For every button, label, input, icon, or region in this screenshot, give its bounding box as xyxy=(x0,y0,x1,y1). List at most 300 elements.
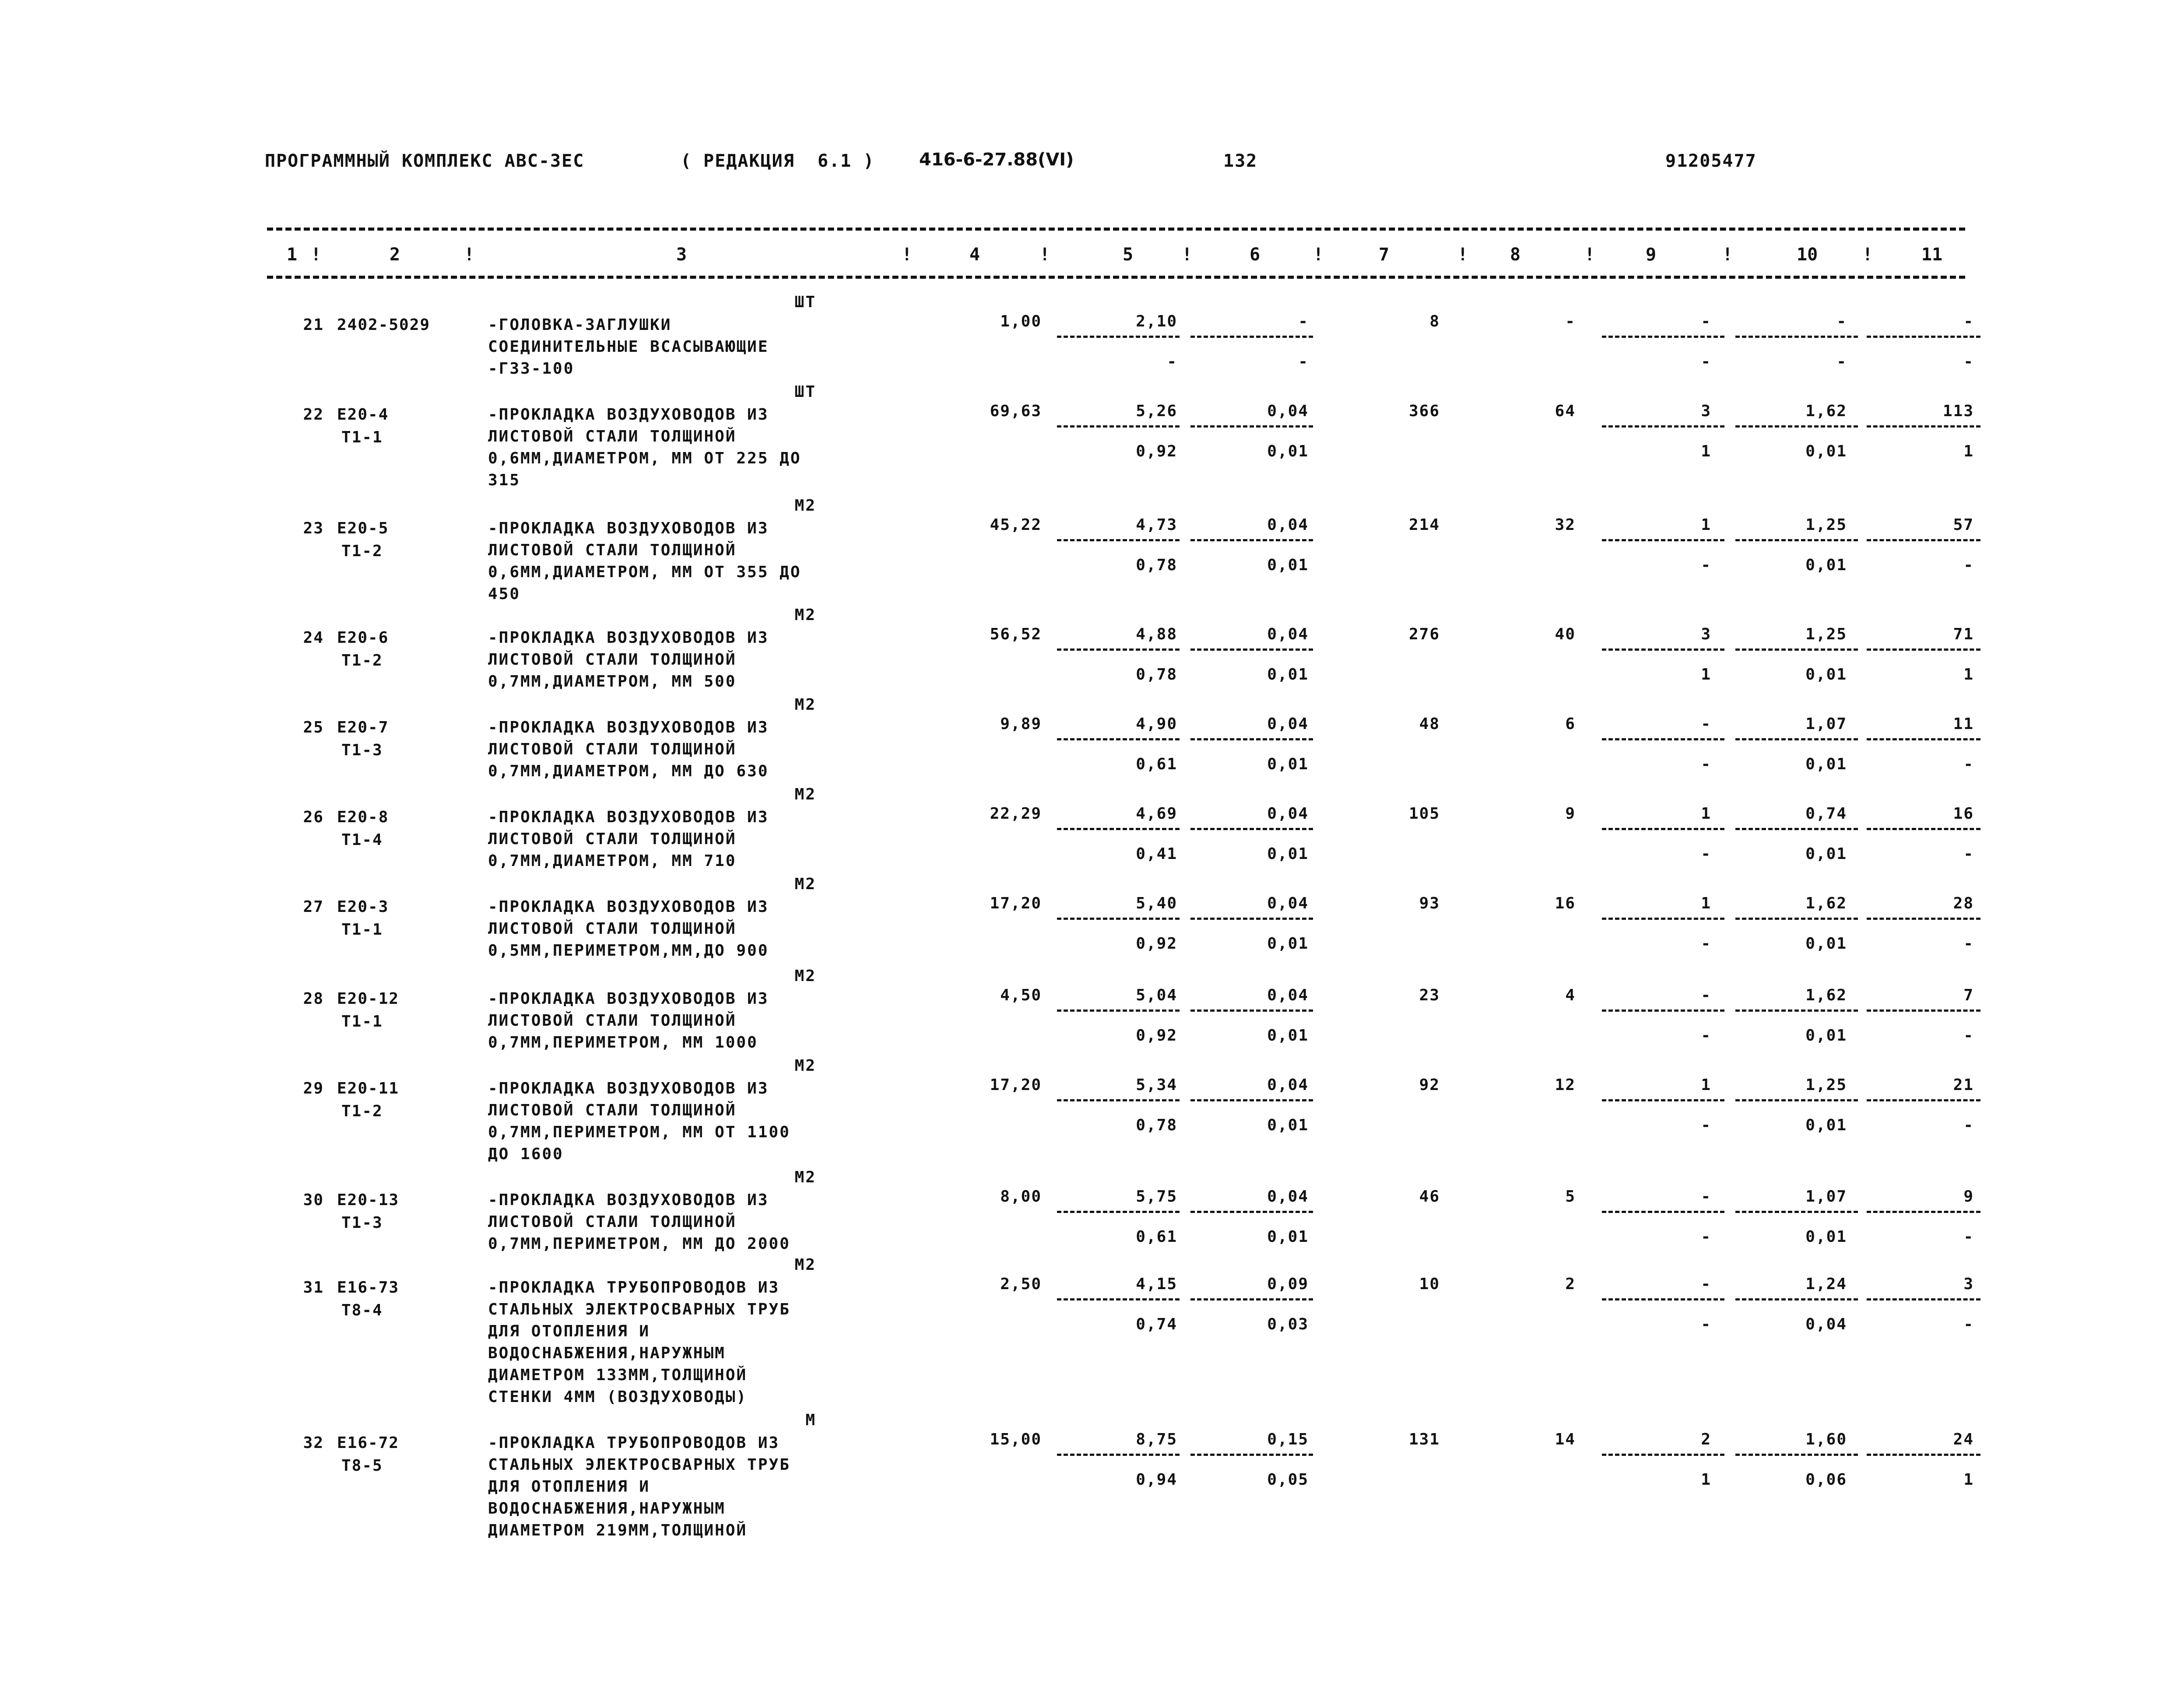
col10-bottom: 0,06 xyxy=(1805,1471,1847,1489)
col4-value: 56,52 xyxy=(990,625,1042,643)
col5-bottom: 0,61 xyxy=(1136,1228,1177,1246)
col9-top: 3 xyxy=(1701,402,1711,420)
description-line: ДИАМЕТРОМ 219ММ,ТОЛЩИНОЙ xyxy=(488,1521,748,1539)
code: Е20-8 xyxy=(337,808,389,826)
code-sub: Т8-5 xyxy=(341,1457,383,1475)
description-line: 0,7ММ,ПЕРИМЕТРОМ, ММ 1000 xyxy=(488,1034,758,1052)
col5-top: 4,69 xyxy=(1136,805,1177,823)
col5-bottom: 0,92 xyxy=(1136,935,1177,953)
col5-bottom: 0,92 xyxy=(1136,442,1177,460)
col5-top: 5,04 xyxy=(1136,986,1177,1004)
col11-bottom: - xyxy=(1963,353,1974,371)
col6-top: 0,04 xyxy=(1267,1076,1309,1094)
col9-top: 1 xyxy=(1701,805,1711,823)
column-header-6: 6 xyxy=(1250,245,1261,265)
description-line: -ПРОКЛАДКА ТРУБОПРОВОДОВ ИЗ xyxy=(488,1279,780,1297)
col9-fraction-line xyxy=(1602,1009,1724,1012)
col11-fraction-line xyxy=(1867,539,1980,541)
col11-bottom: - xyxy=(1963,845,1974,863)
project-code: 416-6-27.88(VI) xyxy=(919,150,1074,170)
col7-value: 10 xyxy=(1419,1275,1440,1293)
col10-top: - xyxy=(1836,312,1847,330)
col9-fraction-line xyxy=(1602,1298,1724,1300)
col11-fraction-line xyxy=(1867,336,1980,338)
col11-bottom: - xyxy=(1963,1027,1974,1045)
col11-top: 7 xyxy=(1963,986,1974,1004)
column-header-3: 3 xyxy=(676,245,687,265)
col7-value: 92 xyxy=(1419,1076,1440,1094)
col4-value: 45,22 xyxy=(990,516,1042,534)
col11-fraction-line xyxy=(1867,1454,1980,1456)
description-line: ЛИСТОВОЙ СТАЛИ ТОЛЩИНОЙ xyxy=(488,651,737,669)
description-line: 450 xyxy=(488,585,521,603)
row-number: 22 xyxy=(303,406,324,424)
description-line: ЛИСТОВОЙ СТАЛИ ТОЛЩИНОЙ xyxy=(488,1101,737,1119)
col7-value: 23 xyxy=(1419,986,1440,1004)
description-line: -ПРОКЛАДКА ВОЗДУХОВОДОВ ИЗ xyxy=(488,719,769,736)
col6-bottom: 0,03 xyxy=(1267,1315,1309,1333)
col4-value: 15,00 xyxy=(990,1430,1042,1448)
col5-top: 8,75 xyxy=(1136,1430,1177,1448)
col4-value: 17,20 xyxy=(990,1076,1042,1094)
col9-top: - xyxy=(1701,1188,1711,1206)
col6-top: 0,09 xyxy=(1267,1275,1309,1293)
col6-fraction-line xyxy=(1190,1211,1313,1213)
col10-bottom: 0,04 xyxy=(1805,1315,1847,1333)
col9-fraction-line xyxy=(1602,336,1724,338)
unit-label: М2 xyxy=(794,497,816,515)
code: 2402-5029 xyxy=(337,316,431,334)
col5-fraction-line xyxy=(1057,1099,1180,1101)
col5-bottom: 0,78 xyxy=(1136,556,1177,574)
col10-top: 1,62 xyxy=(1805,894,1847,912)
description-line: ВОДОСНАБЖЕНИЯ,НАРУЖНЫМ xyxy=(488,1500,726,1518)
col10-top: 1,62 xyxy=(1805,986,1847,1004)
col6-bottom: 0,01 xyxy=(1267,666,1309,684)
description-line: ЛИСТОВОЙ СТАЛИ ТОЛЩИНОЙ xyxy=(488,1213,737,1231)
col5-top: 4,15 xyxy=(1136,1275,1177,1293)
description-line: -ПРОКЛАДКА ВОЗДУХОВОДОВ ИЗ xyxy=(488,990,769,1008)
column-separator: ! xyxy=(1457,245,1468,265)
col9-bottom: - xyxy=(1701,935,1711,953)
unit-label: М xyxy=(805,1411,816,1429)
row-number: 25 xyxy=(303,719,324,736)
col6-fraction-line xyxy=(1190,1009,1313,1012)
code: Е16-72 xyxy=(337,1434,400,1452)
column-header-7: 7 xyxy=(1379,245,1390,265)
unit-label: М2 xyxy=(794,1168,816,1186)
col6-fraction-line xyxy=(1190,425,1313,428)
description-line: ДИАМЕТРОМ 133ММ,ТОЛЩИНОЙ xyxy=(488,1366,748,1384)
col6-fraction-line xyxy=(1190,1099,1313,1101)
column-header-10: 10 xyxy=(1797,245,1818,265)
row-number: 24 xyxy=(303,629,324,647)
col5-fraction-line xyxy=(1057,828,1180,830)
col6-top: 0,04 xyxy=(1267,1188,1309,1206)
description-line: 0,6ММ,ДИАМЕТРОМ, ММ ОТ 355 ДО xyxy=(488,563,801,581)
col11-bottom: - xyxy=(1963,1315,1974,1333)
column-header-4: 4 xyxy=(969,245,980,265)
col8-value: 16 xyxy=(1555,894,1576,912)
col9-bottom: 1 xyxy=(1701,1471,1711,1489)
description-line: -ПРОКЛАДКА ВОЗДУХОВОДОВ ИЗ xyxy=(488,1080,769,1097)
col11-fraction-line xyxy=(1867,648,1980,651)
col4-value: 4,50 xyxy=(1000,986,1042,1004)
col6-bottom: 0,05 xyxy=(1267,1471,1309,1489)
col9-top: 1 xyxy=(1701,894,1711,912)
col5-bottom: 0,78 xyxy=(1136,666,1177,684)
col6-top: 0,04 xyxy=(1267,894,1309,912)
description-line: 0,7ММ,ДИАМЕТРОМ, ММ 710 xyxy=(488,852,737,870)
col4-value: 17,20 xyxy=(990,894,1042,912)
col6-bottom: 0,01 xyxy=(1267,1228,1309,1246)
col5-top: 2,10 xyxy=(1136,312,1177,330)
description-line: СТАЛЬНЫХ ЭЛЕКТРОСВАРНЫХ ТРУБ xyxy=(488,1456,790,1474)
col9-fraction-line xyxy=(1602,1099,1724,1101)
col10-top: 1,07 xyxy=(1805,1188,1847,1206)
description-line: -ПРОКЛАДКА ВОЗДУХОВОДОВ ИЗ xyxy=(488,629,769,647)
col10-fraction-line xyxy=(1735,1211,1858,1213)
document-code: 91205477 xyxy=(1665,151,1757,171)
description-line: -ПРОКЛАДКА ВОЗДУХОВОДОВ ИЗ xyxy=(488,519,769,537)
col5-fraction-line xyxy=(1057,1298,1180,1300)
col9-bottom: - xyxy=(1701,556,1711,574)
col10-fraction-line xyxy=(1735,648,1858,651)
col10-fraction-line xyxy=(1735,828,1858,830)
col11-top: - xyxy=(1963,312,1974,330)
description-line: ЛИСТОВОЙ СТАЛИ ТОЛЩИНОЙ xyxy=(488,541,737,559)
col9-fraction-line xyxy=(1602,738,1724,740)
col4-value: 22,29 xyxy=(990,805,1042,823)
description-line: ДО 1600 xyxy=(488,1145,564,1163)
column-header-1: 1 xyxy=(287,245,298,265)
col11-top: 16 xyxy=(1953,805,1974,823)
col9-fraction-line xyxy=(1602,828,1724,830)
code: Е20-7 xyxy=(337,719,389,736)
unit-label: М2 xyxy=(794,606,816,624)
col6-top: 0,04 xyxy=(1267,805,1309,823)
col4-value: 8,00 xyxy=(1000,1188,1042,1206)
code-sub: Т1-2 xyxy=(341,652,383,669)
col11-top: 21 xyxy=(1953,1076,1974,1094)
description-line: -Г33-100 xyxy=(488,360,575,378)
row-number: 26 xyxy=(303,808,324,826)
unit-label: ШТ xyxy=(794,293,816,311)
col10-bottom: 0,01 xyxy=(1805,556,1847,574)
col10-top: 1,62 xyxy=(1805,402,1847,420)
col5-fraction-line xyxy=(1057,738,1180,740)
code-sub: Т1-2 xyxy=(341,1102,383,1120)
column-header-8: 8 xyxy=(1510,245,1521,265)
col8-value: 64 xyxy=(1555,402,1576,420)
col5-top: 4,90 xyxy=(1136,715,1177,733)
col9-top: 2 xyxy=(1701,1430,1711,1448)
col11-fraction-line xyxy=(1867,738,1980,740)
description-line: 0,5ММ,ПЕРИМЕТРОМ,ММ,ДО 900 xyxy=(488,942,769,960)
col11-bottom: - xyxy=(1963,1116,1974,1134)
col11-top: 24 xyxy=(1953,1430,1974,1448)
col9-fraction-line xyxy=(1602,1454,1724,1456)
column-separator: ! xyxy=(464,245,475,265)
column-separator: ! xyxy=(311,245,322,265)
col9-bottom: - xyxy=(1701,755,1711,773)
header-bottom-rule xyxy=(267,276,1965,279)
col5-top: 5,40 xyxy=(1136,894,1177,912)
col9-fraction-line xyxy=(1602,539,1724,541)
column-separator: ! xyxy=(1313,245,1324,265)
col9-top: - xyxy=(1701,312,1711,330)
col11-bottom: - xyxy=(1963,755,1974,773)
description-line: ЛИСТОВОЙ СТАЛИ ТОЛЩИНОЙ xyxy=(488,740,737,758)
col8-value: 4 xyxy=(1565,986,1576,1004)
col11-bottom: 1 xyxy=(1963,442,1974,460)
col7-value: 276 xyxy=(1408,625,1440,643)
code-sub: Т8-4 xyxy=(341,1301,383,1319)
col11-top: 3 xyxy=(1963,1275,1974,1293)
code-sub: Т1-3 xyxy=(341,1214,383,1232)
col10-fraction-line xyxy=(1735,1009,1858,1012)
description-line: ЛИСТОВОЙ СТАЛИ ТОЛЩИНОЙ xyxy=(488,830,737,848)
column-header-11: 11 xyxy=(1921,245,1943,265)
col5-bottom: - xyxy=(1167,353,1177,371)
col5-top: 4,88 xyxy=(1136,625,1177,643)
description-line: ЛИСТОВОЙ СТАЛИ ТОЛЩИНОЙ xyxy=(488,920,737,938)
col5-bottom: 0,78 xyxy=(1136,1116,1177,1134)
col7-value: 214 xyxy=(1408,516,1440,534)
col5-fraction-line xyxy=(1057,1454,1180,1456)
col11-bottom: - xyxy=(1963,556,1974,574)
description-line: ДЛЯ ОТОПЛЕНИЯ И xyxy=(488,1322,650,1340)
col5-top: 4,73 xyxy=(1136,516,1177,534)
col6-bottom: 0,01 xyxy=(1267,1027,1309,1045)
column-header-9: 9 xyxy=(1646,245,1657,265)
col5-fraction-line xyxy=(1057,1211,1180,1213)
col6-bottom: 0,01 xyxy=(1267,1116,1309,1134)
code: Е20-11 xyxy=(337,1080,400,1097)
code: Е20-4 xyxy=(337,406,389,424)
description-line: СТЕНКИ 4ММ (ВОЗДУХОВОДЫ) xyxy=(488,1388,748,1406)
unit-label: М2 xyxy=(794,785,816,803)
col9-bottom: 1 xyxy=(1701,442,1711,460)
col10-top: 1,07 xyxy=(1805,715,1847,733)
col10-top: 0,74 xyxy=(1805,805,1847,823)
code: Е20-6 xyxy=(337,629,389,647)
description-line: ЛИСТОВОЙ СТАЛИ ТОЛЩИНОЙ xyxy=(488,428,737,445)
col6-top: 0,04 xyxy=(1267,986,1309,1004)
col6-bottom: 0,01 xyxy=(1267,755,1309,773)
col6-top: 0,04 xyxy=(1267,625,1309,643)
code: Е20-3 xyxy=(337,898,389,916)
code: Е20-5 xyxy=(337,519,389,537)
col11-fraction-line xyxy=(1867,1099,1980,1101)
col11-top: 9 xyxy=(1963,1188,1974,1206)
col11-bottom: 1 xyxy=(1963,1471,1974,1489)
col9-top: 1 xyxy=(1701,1076,1711,1094)
page-number: 132 xyxy=(1223,151,1258,171)
col11-top: 57 xyxy=(1953,516,1974,534)
col11-top: 11 xyxy=(1953,715,1974,733)
col9-bottom: - xyxy=(1701,1116,1711,1134)
column-separator: ! xyxy=(1039,245,1050,265)
code: Е16-73 xyxy=(337,1279,400,1297)
unit-label: М2 xyxy=(794,875,816,893)
col7-value: 8 xyxy=(1429,312,1440,330)
col4-value: 69,63 xyxy=(990,402,1042,420)
row-number: 32 xyxy=(303,1434,324,1452)
col7-value: 93 xyxy=(1419,894,1440,912)
unit-label: М2 xyxy=(794,967,816,985)
row-number: 23 xyxy=(303,519,324,537)
col10-bottom: 0,01 xyxy=(1805,1116,1847,1134)
col6-bottom: 0,01 xyxy=(1267,935,1309,953)
col8-value: - xyxy=(1565,312,1576,330)
col6-fraction-line xyxy=(1190,648,1313,651)
col5-bottom: 0,92 xyxy=(1136,1027,1177,1045)
col7-value: 46 xyxy=(1419,1188,1440,1206)
col6-top: 0,04 xyxy=(1267,715,1309,733)
col10-bottom: 0,01 xyxy=(1805,1228,1847,1246)
col6-bottom: 0,01 xyxy=(1267,845,1309,863)
column-header-5: 5 xyxy=(1123,245,1134,265)
code-sub: Т1-1 xyxy=(341,921,383,939)
col7-value: 131 xyxy=(1408,1430,1440,1448)
col8-value: 9 xyxy=(1565,805,1576,823)
column-separator: ! xyxy=(1584,245,1595,265)
col10-top: 1,60 xyxy=(1805,1430,1847,1448)
col8-value: 40 xyxy=(1555,625,1576,643)
description-line: 0,7ММ,ДИАМЕТРОМ, ММ ДО 630 xyxy=(488,762,769,780)
col10-top: 1,24 xyxy=(1805,1275,1847,1293)
col5-fraction-line xyxy=(1057,918,1180,920)
col5-bottom: 0,61 xyxy=(1136,755,1177,773)
col6-fraction-line xyxy=(1190,828,1313,830)
description-line: -ПРОКЛАДКА ВОЗДУХОВОДОВ ИЗ xyxy=(488,1191,769,1209)
description-line: 0,6ММ,ДИАМЕТРОМ, ММ ОТ 225 ДО xyxy=(488,449,801,467)
code-sub: Т1-1 xyxy=(341,1013,383,1031)
col11-fraction-line xyxy=(1867,918,1980,920)
col9-bottom: - xyxy=(1701,1027,1711,1045)
unit-label: ШТ xyxy=(794,383,816,401)
row-number: 30 xyxy=(303,1191,324,1209)
col6-fraction-line xyxy=(1190,738,1313,740)
col9-bottom: 1 xyxy=(1701,666,1711,684)
col10-bottom: 0,01 xyxy=(1805,845,1847,863)
col5-fraction-line xyxy=(1057,1009,1180,1012)
code: Е20-13 xyxy=(337,1191,400,1209)
col11-bottom: - xyxy=(1963,935,1974,953)
col6-bottom: 0,01 xyxy=(1267,556,1309,574)
col6-fraction-line xyxy=(1190,336,1313,338)
column-separator: ! xyxy=(902,245,913,265)
col10-bottom: 0,01 xyxy=(1805,755,1847,773)
col10-top: 1,25 xyxy=(1805,516,1847,534)
col10-fraction-line xyxy=(1735,1099,1858,1101)
row-number: 31 xyxy=(303,1279,324,1297)
col11-fraction-line xyxy=(1867,1298,1980,1300)
col7-value: 366 xyxy=(1408,402,1440,420)
col9-top: - xyxy=(1701,986,1711,1004)
col9-bottom: - xyxy=(1701,1315,1711,1333)
col10-bottom: 0,01 xyxy=(1805,666,1847,684)
col10-fraction-line xyxy=(1735,918,1858,920)
col11-top: 113 xyxy=(1942,402,1974,420)
description-line: -ГОЛОВКА-ЗАГЛУШКИ xyxy=(488,316,672,334)
column-separator: ! xyxy=(1862,245,1873,265)
col11-top: 28 xyxy=(1953,894,1974,912)
col9-top: - xyxy=(1701,715,1711,733)
col8-value: 32 xyxy=(1555,516,1576,534)
col11-bottom: - xyxy=(1963,1228,1974,1246)
col9-bottom: - xyxy=(1701,1228,1711,1246)
col5-bottom: 0,74 xyxy=(1136,1315,1177,1333)
col6-fraction-line xyxy=(1190,1298,1313,1300)
col6-bottom: 0,01 xyxy=(1267,442,1309,460)
col10-bottom: - xyxy=(1836,353,1847,371)
col8-value: 6 xyxy=(1565,715,1576,733)
col6-top: 0,15 xyxy=(1267,1430,1309,1448)
col6-fraction-line xyxy=(1190,539,1313,541)
column-separator: ! xyxy=(1722,245,1733,265)
col11-bottom: 1 xyxy=(1963,666,1974,684)
code-sub: Т1-3 xyxy=(341,741,383,759)
col6-bottom: - xyxy=(1298,353,1309,371)
code: Е20-12 xyxy=(337,990,400,1008)
row-number: 27 xyxy=(303,898,324,916)
col7-value: 105 xyxy=(1408,805,1440,823)
col5-bottom: 0,94 xyxy=(1136,1471,1177,1489)
description-line: 0,7ММ,ПЕРИМЕТРОМ, ММ ДО 2000 xyxy=(488,1235,790,1253)
col6-top: 0,04 xyxy=(1267,402,1309,420)
col10-top: 1,25 xyxy=(1805,625,1847,643)
col11-fraction-line xyxy=(1867,1211,1980,1213)
col4-value: 9,89 xyxy=(1000,715,1042,733)
description-line: СОЕДИНИТЕЛЬНЫЕ ВСАСЫВАЮЩИЕ xyxy=(488,338,769,356)
row-number: 28 xyxy=(303,990,324,1008)
col9-fraction-line xyxy=(1602,1211,1724,1213)
description-line: 315 xyxy=(488,471,521,489)
col5-fraction-line xyxy=(1057,539,1180,541)
col10-fraction-line xyxy=(1735,425,1858,428)
col6-top: 0,04 xyxy=(1267,516,1309,534)
description-line: СТАЛЬНЫХ ЭЛЕКТРОСВАРНЫХ ТРУБ xyxy=(488,1300,790,1318)
col10-fraction-line xyxy=(1735,1454,1858,1456)
description-line: -ПРОКЛАДКА ВОЗДУХОВОДОВ ИЗ xyxy=(488,406,769,424)
description-line: ЛИСТОВОЙ СТАЛИ ТОЛЩИНОЙ xyxy=(488,1012,737,1030)
col5-top: 5,26 xyxy=(1136,402,1177,420)
col8-value: 14 xyxy=(1555,1430,1576,1448)
description-line: -ПРОКЛАДКА ВОЗДУХОВОДОВ ИЗ xyxy=(488,808,769,826)
col10-top: 1,25 xyxy=(1805,1076,1847,1094)
col11-fraction-line xyxy=(1867,828,1980,830)
col9-fraction-line xyxy=(1602,648,1724,651)
col10-fraction-line xyxy=(1735,738,1858,740)
col10-bottom: 0,01 xyxy=(1805,935,1847,953)
col11-top: 71 xyxy=(1953,625,1974,643)
col9-fraction-line xyxy=(1602,918,1724,920)
col9-bottom: - xyxy=(1701,845,1711,863)
program-name: ПРОГРАММНЫЙ КОМПЛЕКС АВС-3ЕС xyxy=(265,151,585,171)
col10-bottom: 0,01 xyxy=(1805,442,1847,460)
col5-top: 5,75 xyxy=(1136,1188,1177,1206)
col8-value: 12 xyxy=(1555,1076,1576,1094)
unit-label: М2 xyxy=(794,696,816,714)
col10-fraction-line xyxy=(1735,1298,1858,1300)
row-number: 21 xyxy=(303,316,324,334)
col9-top: - xyxy=(1701,1275,1711,1293)
column-separator: ! xyxy=(1182,245,1193,265)
col7-value: 48 xyxy=(1419,715,1440,733)
col5-fraction-line xyxy=(1057,425,1180,428)
